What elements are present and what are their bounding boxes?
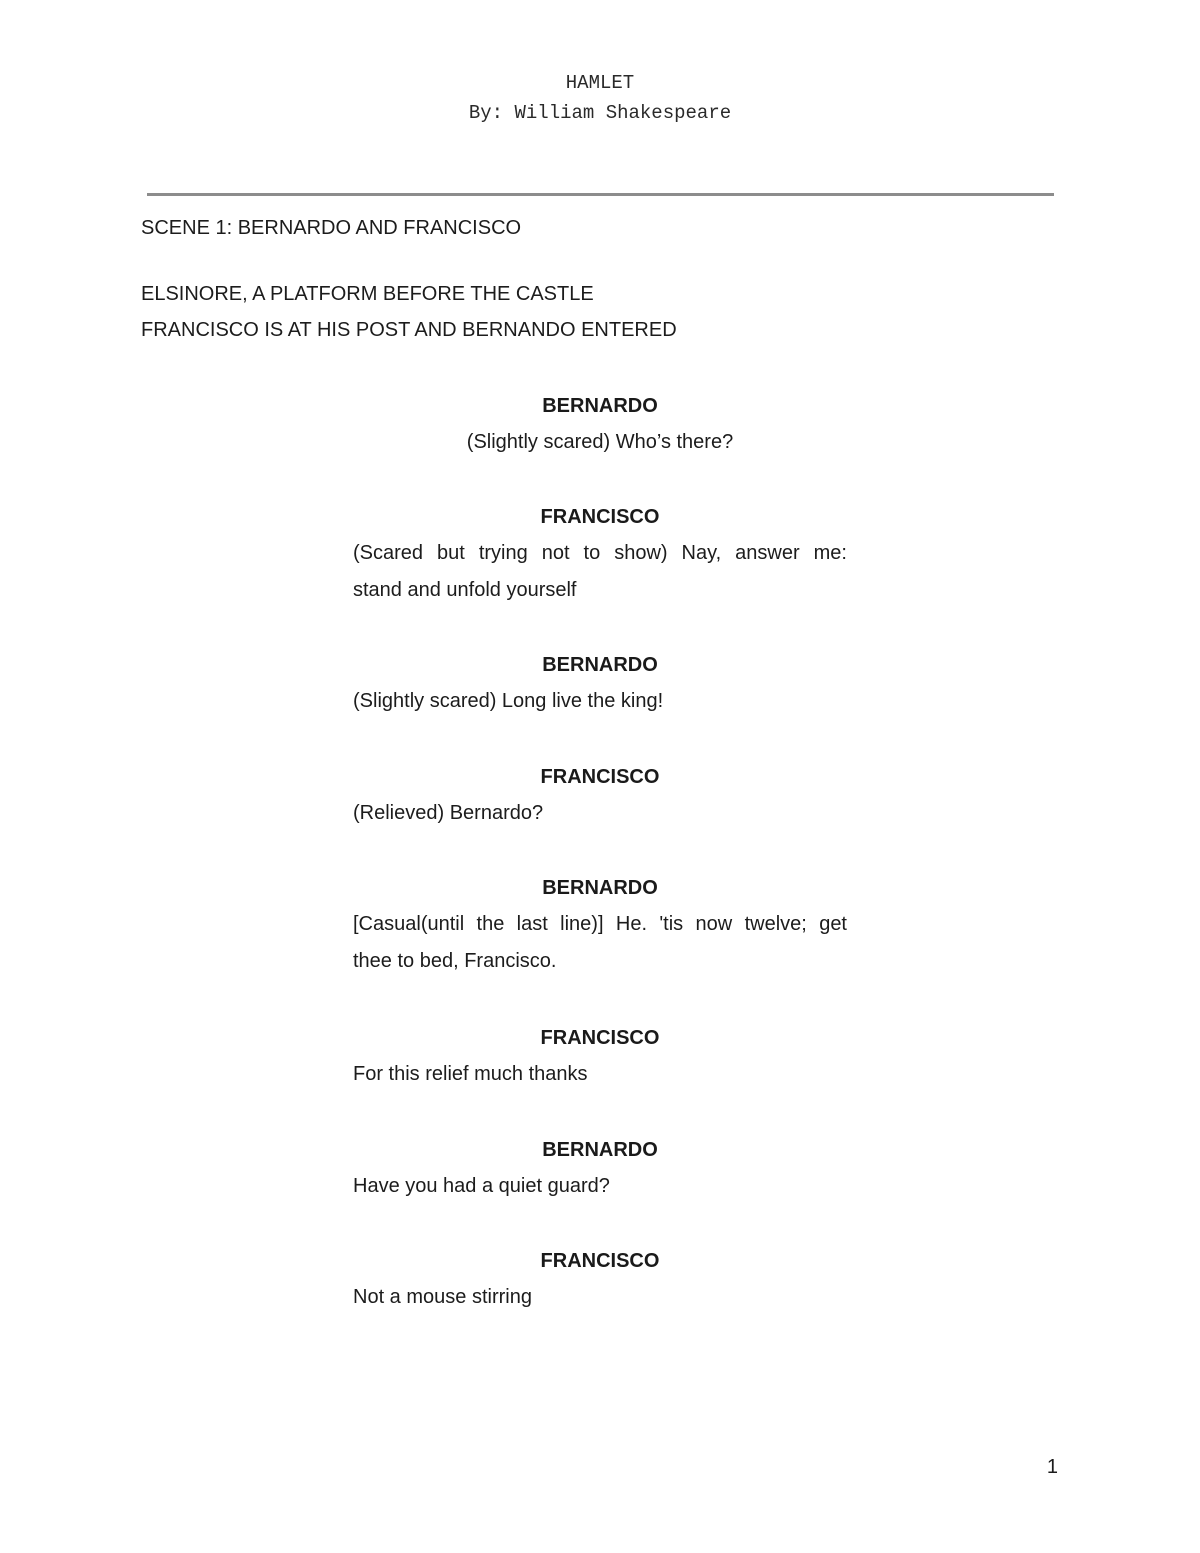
dialogue-line: For this relief much thanks [353, 1063, 588, 1085]
character-name: BERNARDO [542, 877, 658, 899]
dialogue-line: [Casual(until the last line)] He. 'tis now twelve; get [353, 913, 847, 935]
dialogue-block [353, 1020, 847, 1093]
dialogue-block [353, 759, 847, 832]
dialogue-line: (Relieved) Bernardo? [353, 802, 544, 824]
dialogue-block [353, 647, 847, 720]
character-name: FRANCISCO [540, 1027, 660, 1049]
dialogue-line: (Slightly scared) Long live the king! [353, 690, 664, 712]
character-name: FRANCISCO [540, 766, 660, 788]
dialogue-line: Not a mouse stirring [353, 1286, 532, 1308]
scene-location: ELSINORE, A PLATFORM BEFORE THE CASTLE [141, 283, 594, 305]
play-author: By: William Shakespeare [468, 102, 732, 124]
play-title: HAMLET [565, 72, 635, 94]
dialogue-block [353, 388, 847, 461]
dialogue-block [353, 1132, 847, 1205]
character-name: BERNARDO [542, 654, 658, 676]
header-divider [147, 193, 1054, 196]
character-name: FRANCISCO [540, 506, 660, 528]
scene-title: SCENE 1: BERNARDO AND FRANCISCO [141, 217, 522, 239]
page-number: 1 [1046, 1456, 1058, 1478]
dialogue-line: (Scared but trying not to show) Nay, answer me: [353, 542, 847, 564]
dialogue-block [353, 499, 847, 609]
dialogue-block [353, 870, 847, 980]
dialogue-line: Have you had a quiet guard? [353, 1175, 610, 1197]
dialogue-line: stand and unfold yourself [353, 579, 577, 601]
character-name: BERNARDO [542, 395, 658, 417]
stage-direction: FRANCISCO IS AT HIS POST AND BERNANDO ENTERED [141, 319, 677, 341]
character-name: FRANCISCO [540, 1250, 660, 1272]
dialogue-block [353, 1243, 847, 1316]
dialogue-line: (Slightly scared) Who’s there? [466, 431, 734, 453]
dialogue-line: thee to bed, Francisco. [353, 950, 557, 972]
character-name: BERNARDO [542, 1139, 658, 1161]
